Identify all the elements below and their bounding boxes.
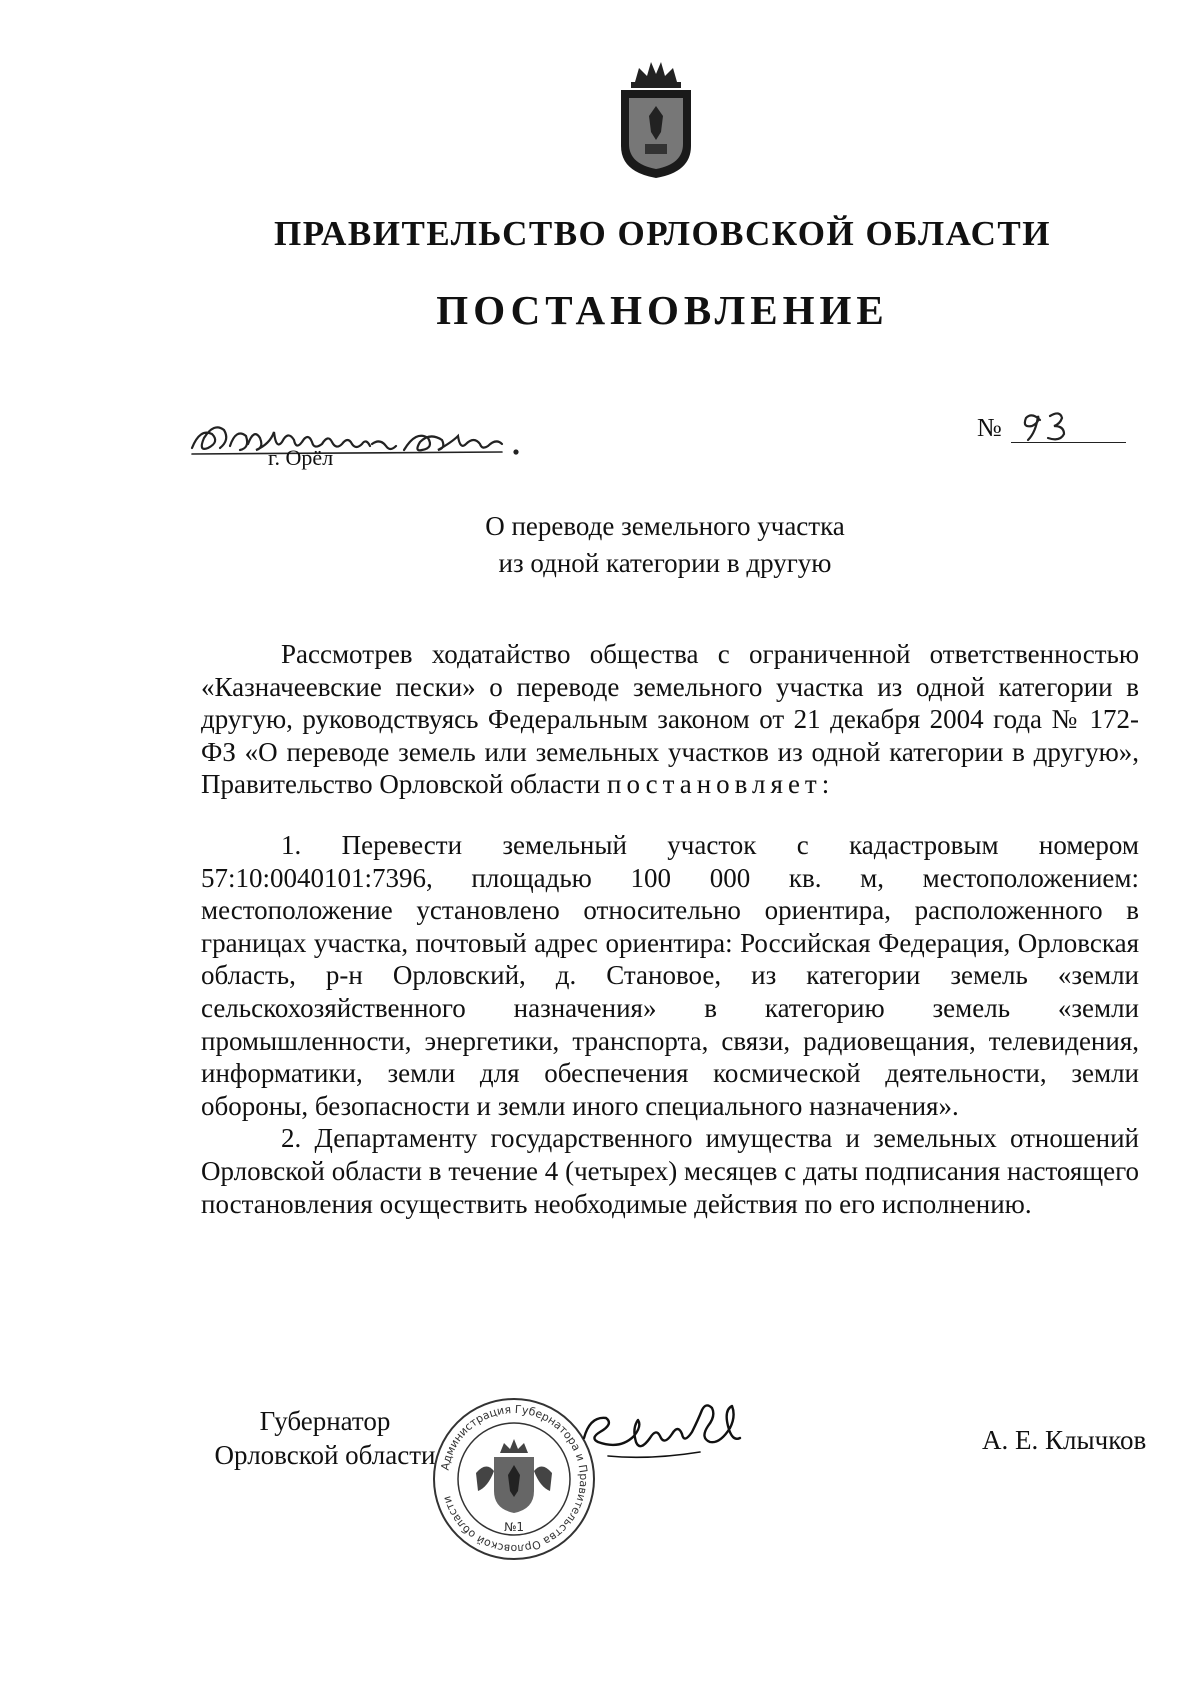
document-subject [0, 508, 1200, 582]
document-type-heading: ПОСТАНОВЛЕНИЕ [436, 287, 889, 333]
official-seal [430, 1395, 598, 1563]
signatory-title [200, 1404, 450, 1472]
city: г. Орёл [268, 445, 334, 470]
number-label: № [977, 413, 1002, 442]
signatory-title-line-2: Орловской области [214, 1440, 436, 1470]
signatory-name: А. Е. Клычков [982, 1425, 1147, 1455]
preamble-paragraph [201, 638, 1139, 801]
preamble-text: Рассмотрев ходатайство общества с ограниченной ответственностью «Казначеевские пески» о переводе земельного участка из одной категории в другую, руководствуясь Федеральным законом от 21 декабря 2004 года № 172-ФЗ «О переводе земель или земельных участков из одной категории в другую», Правительство Орловской области [201, 639, 1139, 800]
signatory-title-line-1: Губернатор [259, 1406, 391, 1436]
document-body [201, 638, 1139, 1220]
handwritten-signature [580, 1398, 750, 1476]
subject-line-1: О переводе земельного участка [485, 511, 845, 541]
organization-heading: ПРАВИТЕЛЬСТВО ОРЛОВСКОЙ ОБЛАСТИ [274, 214, 1051, 253]
svg-text:Администрация Губернатора и Пр: Администрация Губернатора и Правительства Орловской области [438, 1402, 591, 1556]
item-2-paragraph: 2. Департаменту государственного имущества и земельных отношений Орловской области в течение 4 (четырех) месяцев с даты подписания настоящего постановления осуществить необходимые действия по его исполнению. [201, 1123, 1139, 1219]
svg-text:№1: №1 [503, 1520, 525, 1534]
coat-of-arms-icon [615, 52, 697, 180]
handwritten-number [1018, 406, 1088, 446]
subject-line-2: из одной категории в другую [498, 548, 832, 578]
item-1-paragraph: 1. Перевести земельный участок с кадастровым номером 57:10:0040101:7396, площадью 100 000 кв. м, местоположением: местоположение установлено относительно ориентира, расположенного в границах участка, почтовый адрес ориентира: Российская Федерация, Орловская область, р-н Орловский, д. Становое, из категории земель «земли сельскохозяйственного назначения» в категорию земель «земли промышленности, энергетики, транспорта, связи, радиовещания, телевидения, информатики, земли для обеспечения космической деятельности, земли обороны, безопасности и земли иного специального назначения». [201, 829, 1139, 1121]
decree-word: постановляет: [607, 769, 835, 800]
handwritten-date [190, 408, 530, 460]
